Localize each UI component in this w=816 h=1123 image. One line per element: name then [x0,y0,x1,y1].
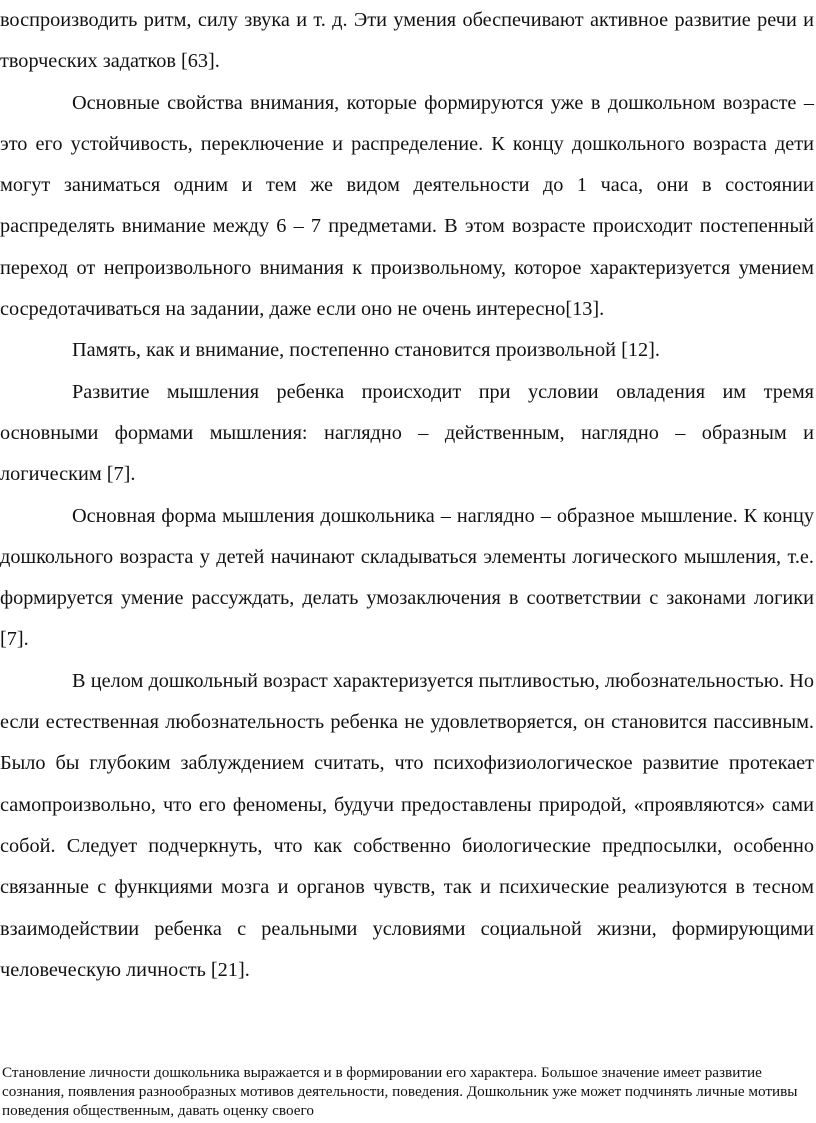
paragraph-personality: Становление личности дошкольника выражается и в формировании его характера. Большое значение имеет развитие сознания, появления разнообразных мотивов деятельности, поведения. Дошкольник уже может подчинять личные мотивы поведения общественным, давать оценку своего [2,1064,798,1119]
paragraph-memory: Память, как и внимание, постепенно становится произвольной [12]. [72,339,660,362]
paragraph-thinking-main: Основная форма мышления дошкольника – наглядно – образное мышление. К концу дошкольного возраста у детей начинают складываться элементы логического мышления, т.е. формируется умение рассуждать, делать умозаключения в соответствии с законами логики [7]. [0,504,814,651]
paragraph-attention: Основные свойства внимания, которые формируются уже в дошкольном возрасте – это его устойчивость, переключение и распределение. К концу дошкольного возраста дети могут заниматься одним и тем же видом деятельности до 1 часа, они в состоянии распределять внимание между 6 – 7 предметами. В этом возрасте происходит постепенный переход от непроизвольного внимания к произвольному, которое характеризуется умением сосредотачиваться на задании, даже если оно не очень интересно[13]. [0,91,814,321]
paragraph-continuation: воспроизводить ритм, силу звука и т. д. Эти умения обеспечивают активное развитие речи и творческих задатков [63]. [0,9,814,73]
paragraph-curiosity: В целом дошкольный возраст характеризуется пытливостью, любознательностью. Но если естественная любознательность ребенка не удовлетворяется, он становится пассивным. Было бы глубоким заблуждением считать, что психофизиологическое развитие протекает самопроизвольно, что его феномены, будучи предоставлены природой, «проявляются» сами собой. Следует подчеркнуть, что как собственно биологические предпосылки, особенно связанные с функциями мозга и органов чувств, так и психические реализуются в тесном взаимодействии ребенка с реальными условиями социальной жизни, формирующими человеческую личность [21]. [0,669,814,981]
small-text-paragraph [2,1063,802,1120]
paragraph-thinking-forms: Развитие мышления ребенка происходит при условии овладения им тремя основными формами мышления: наглядно – действенным, наглядно – образным и логическим [7]. [0,380,814,486]
